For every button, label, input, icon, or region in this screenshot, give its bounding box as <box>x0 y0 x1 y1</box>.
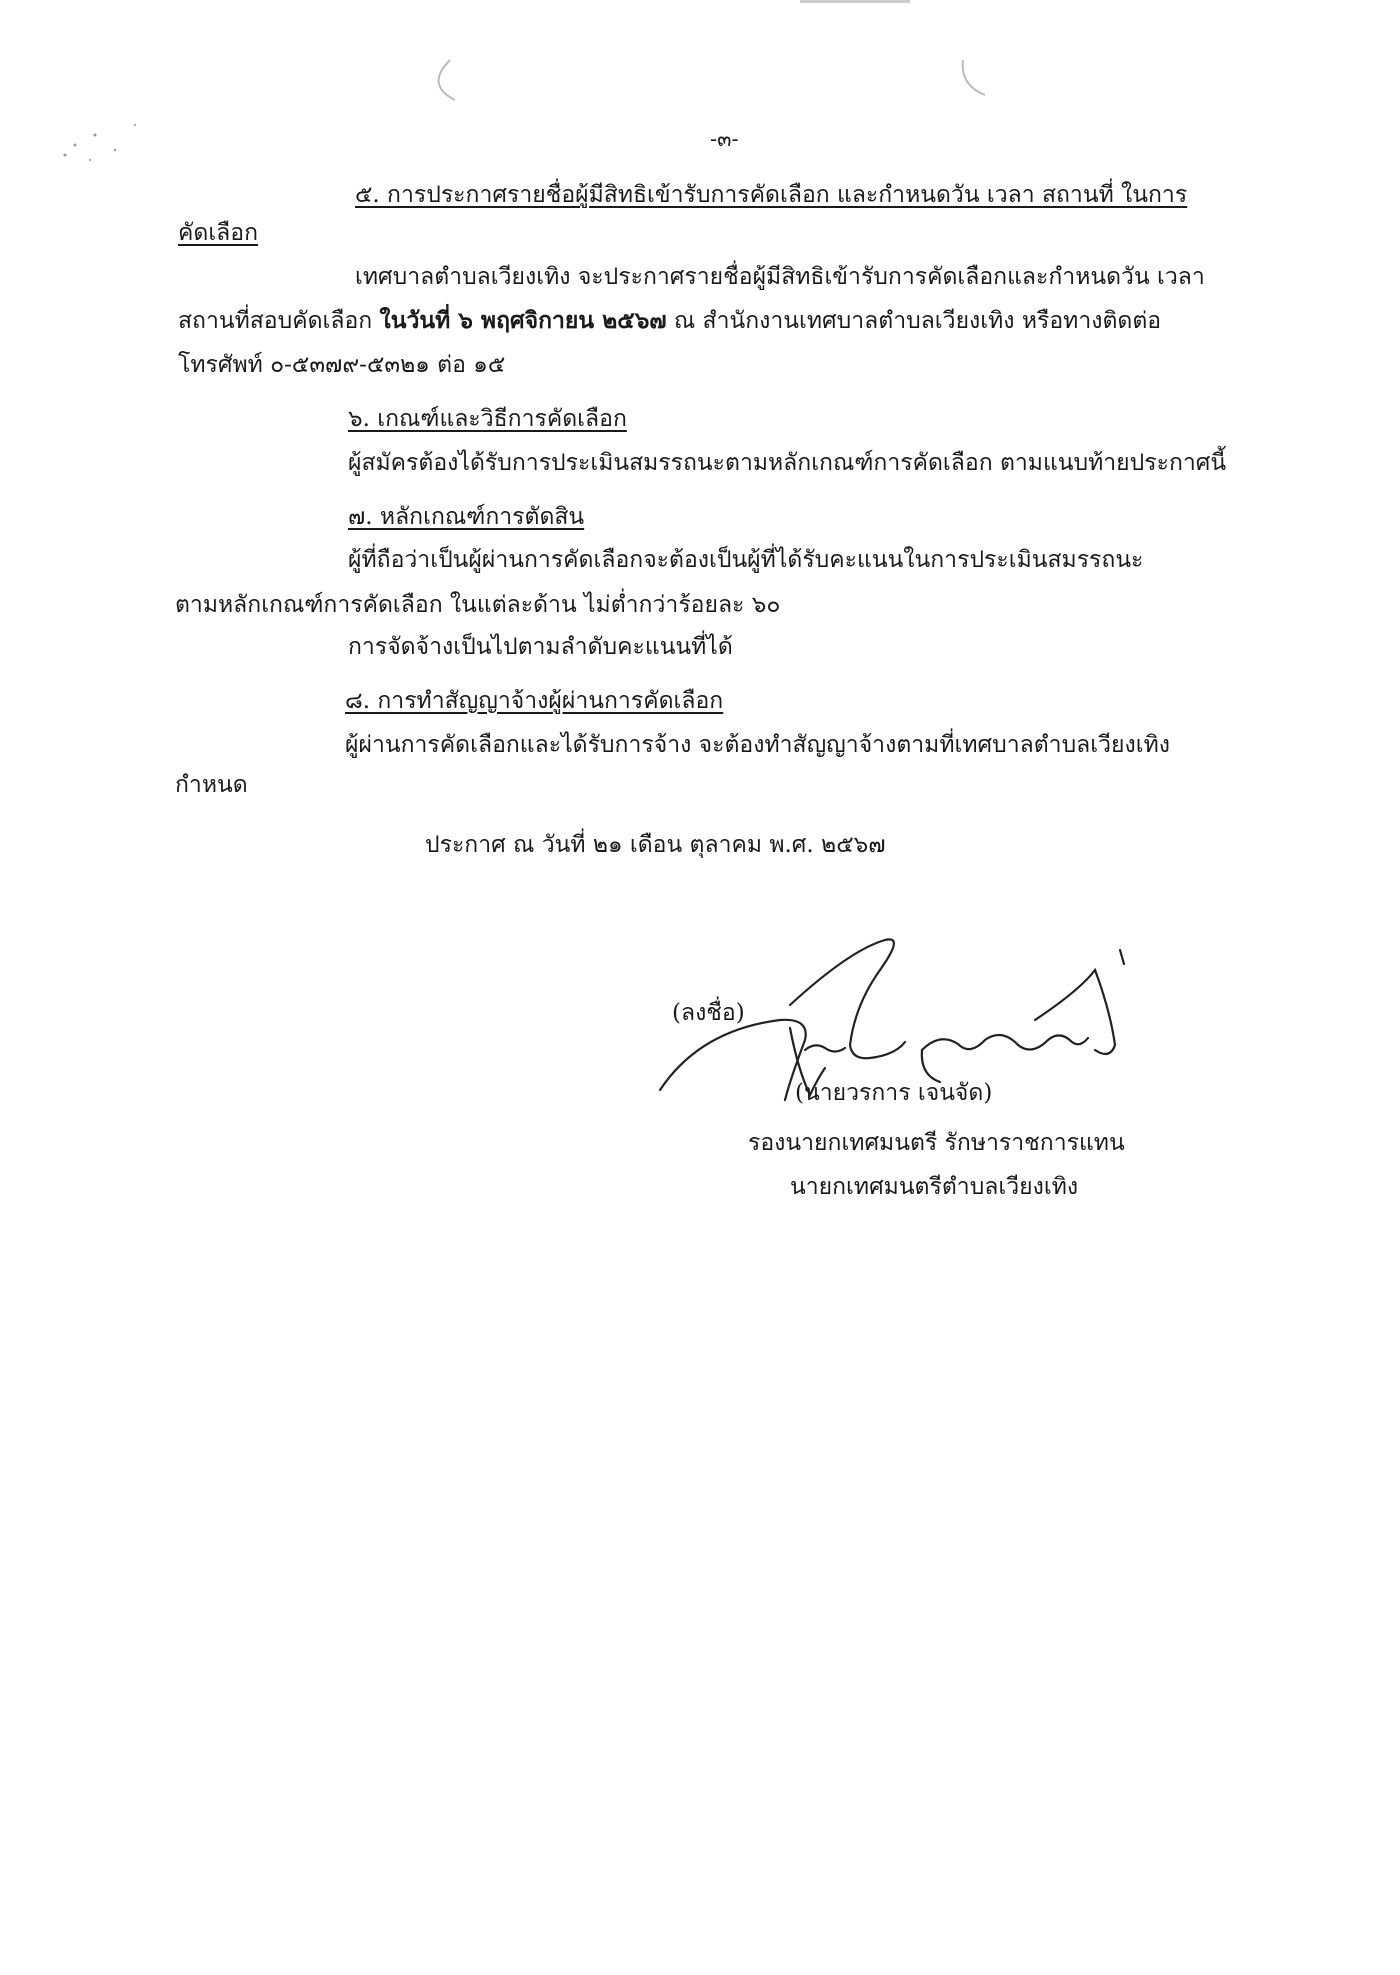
signatory-position-line1: รองนายกเทศมนตรี รักษาราชการแทน <box>748 1130 1125 1156</box>
section5-heading-cont: คัดเลือก <box>178 220 259 246</box>
section5-body-line3: โทรศัพท์ ๐-๕๓๗๙-๕๓๒๑ ต่อ ๑๕ <box>178 352 506 378</box>
section6-heading: ๖. เกณฑ์และวิธีการคัดเลือก <box>348 406 627 432</box>
section8-heading: ๘. การทำสัญญาจ้างผู้ผ่านการคัดเลือก <box>345 688 724 714</box>
section6-body-line1: ผู้สมัครต้องได้รับการประเมินสมรรถนะตามหลักเกณฑ์การคัดเลือก ตามแนบท้ายประกาศนี้ <box>348 450 1227 476</box>
section5-body-line2-c: ณ สำนักงานเทศบาลตำบลเวียงเทิง หรือทางติดต่อ <box>666 308 1162 334</box>
section5-heading: ๕. การประกาศรายชื่อผู้มีสิทธิเข้ารับการคัดเลือก และกำหนดวัน เวลา สถานที่ ในการ <box>355 182 1188 208</box>
scan-speck-top-left <box>420 55 460 105</box>
page-number: -๓- <box>710 127 739 151</box>
section5-exam-date: ในวันที่ ๖ พฤศจิกายน ๒๕๖๗ <box>379 307 667 334</box>
signatory-name: (นายวรการ เจนจัด) <box>795 1080 993 1106</box>
section7-body-line2: ตามหลักเกณฑ์การคัดเลือก ในแต่ละด้าน ไม่ต่ำกว่าร้อยละ ๖๐ <box>175 592 781 618</box>
scan-edge-top <box>800 0 910 3</box>
section7-body-line1: ผู้ที่ถือว่าเป็นผู้ผ่านการคัดเลือกจะต้องเป็นผู้ที่ได้รับคะแนนในการประเมินสมรรถนะ <box>348 547 1144 573</box>
section5-body-line2-a: สถานที่สอบคัดเลือก <box>178 308 380 334</box>
section8-body-line2: กำหนด <box>175 772 248 798</box>
section7-heading: ๗. หลักเกณฑ์การตัดสิน <box>348 504 585 530</box>
section5-body-line1: เทศบาลตำบลเวียงเทิง จะประกาศรายชื่อผู้มีสิทธิเข้ารับการคัดเลือกและกำหนดวัน เวลา <box>355 264 1205 290</box>
signatory-position-line2: นายกเทศมนตรีตำบลเวียงเทิง <box>790 1174 1079 1200</box>
section7-body-line3: การจัดจ้างเป็นไปตามลำดับคะแนนที่ได้ <box>348 634 733 660</box>
scan-dots-left <box>55 115 145 175</box>
sign-label: (ลงชื่อ) <box>672 1000 745 1026</box>
section8-body-line1: ผู้ผ่านการคัดเลือกและได้รับการจ้าง จะต้องทำสัญญาจ้างตามที่เทศบาลตำบลเวียงเทิง <box>345 732 1171 758</box>
scan-speck-top-right <box>955 55 995 105</box>
announcement-date: ประกาศ ณ วันที่ ๒๑ เดือน ตุลาคม พ.ศ. ๒๕๖๗ <box>425 832 886 858</box>
section5-body-line2 <box>178 306 1161 336</box>
